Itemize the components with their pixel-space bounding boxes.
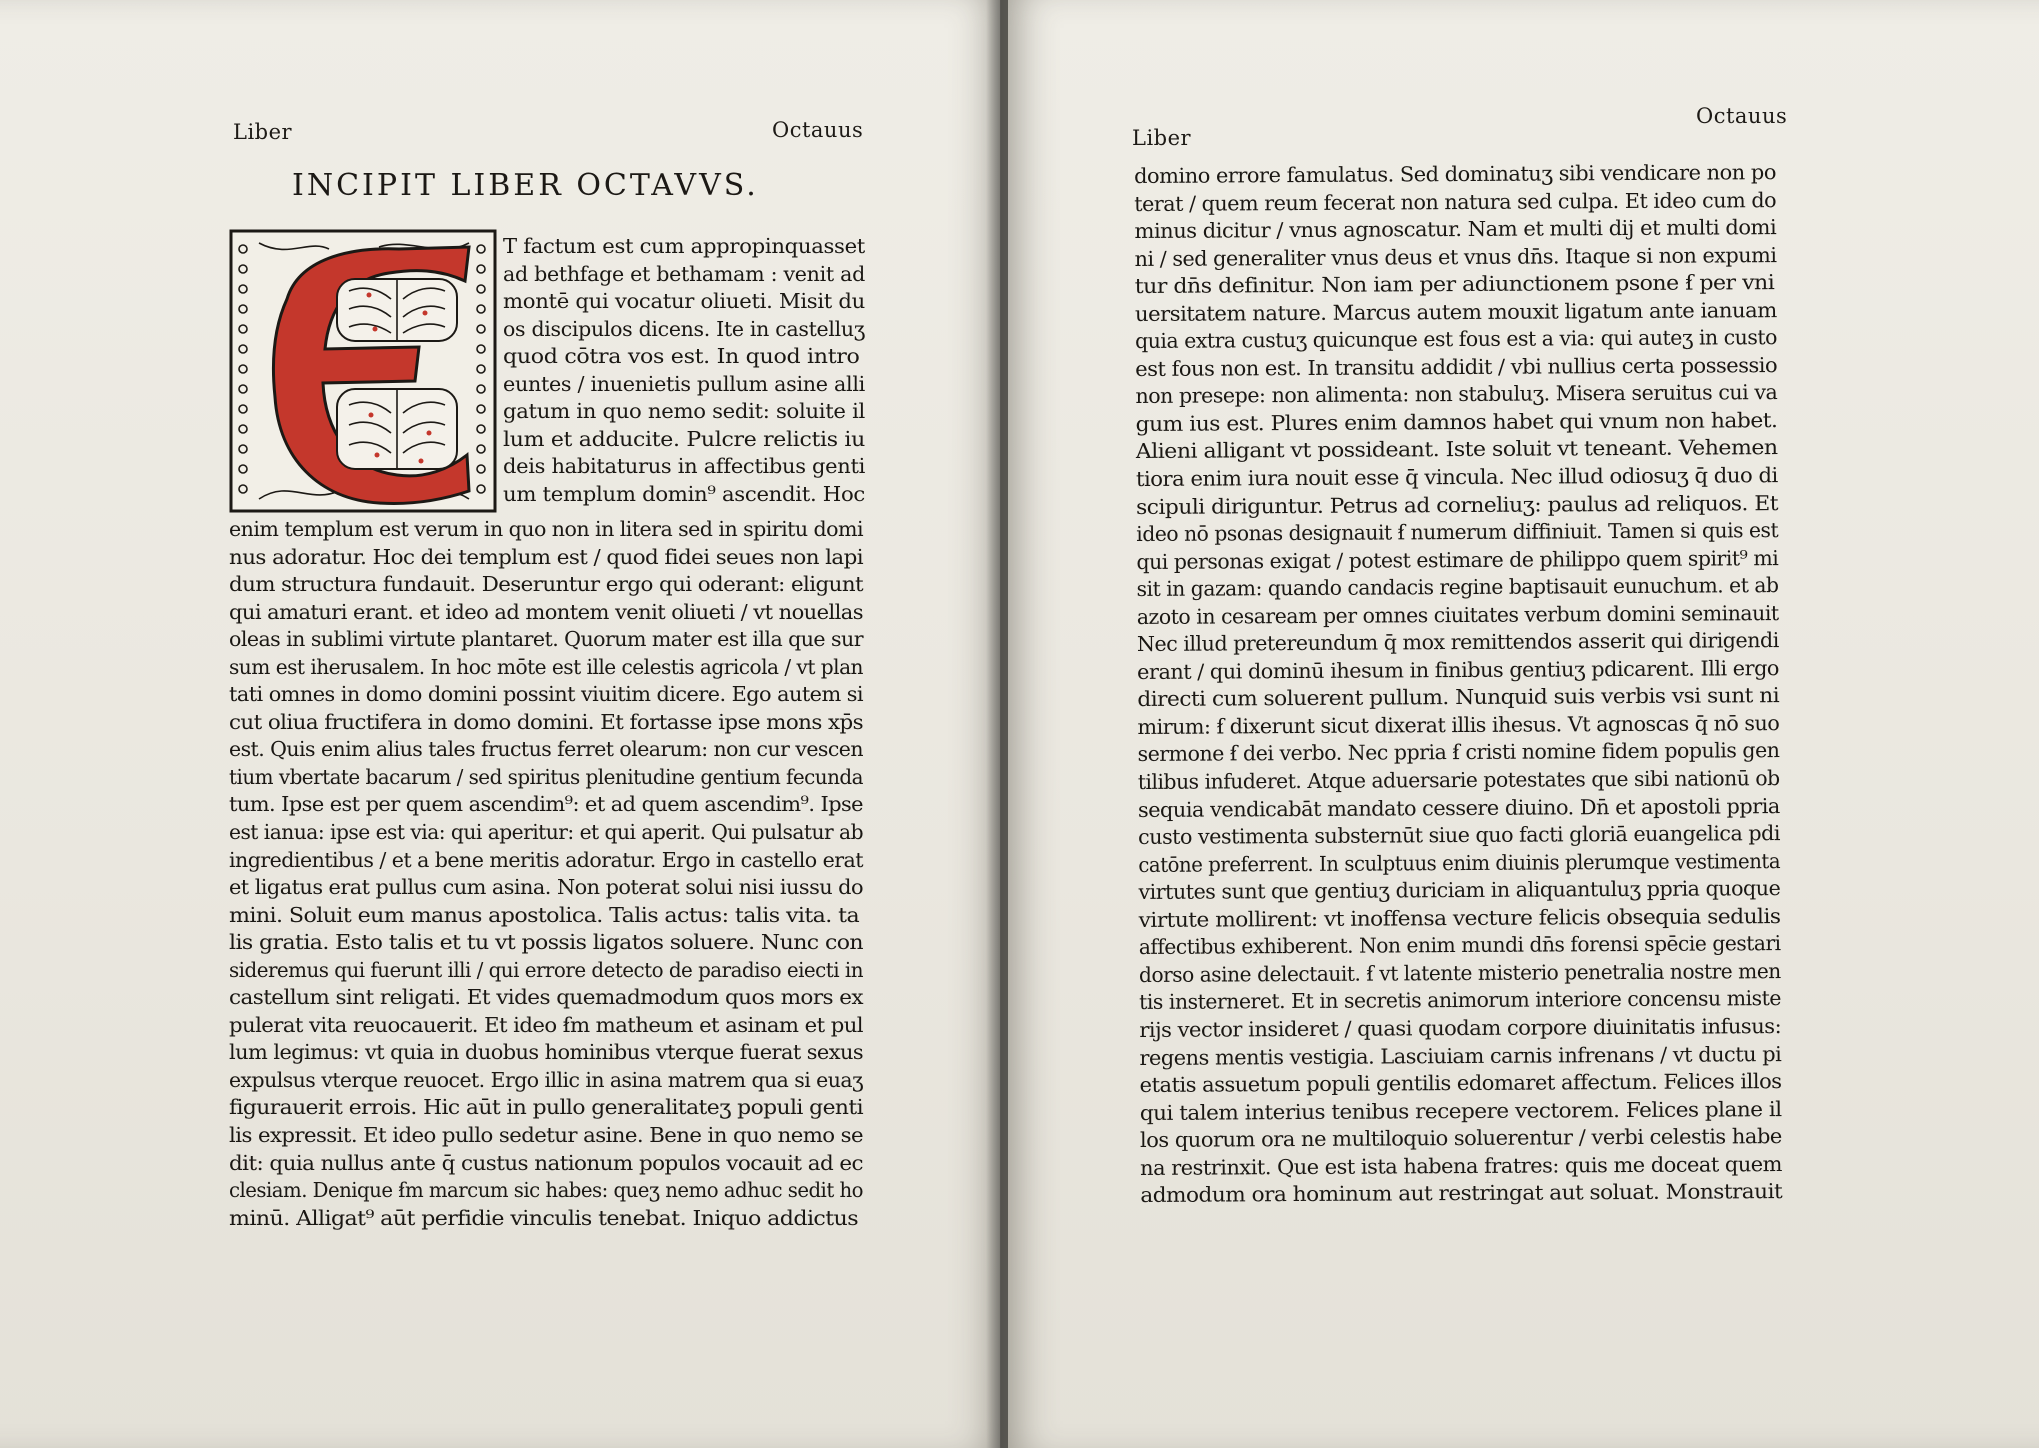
text-line: oleas in sublimi virtute plantaret. Quorum mater est illa que sur xyxy=(229,627,863,652)
text-line: est. Quis enim alius tales fructus ferret olearum: non cur vescen xyxy=(229,737,863,762)
text-line: sermone ẜ dei verbo. Nec ppria ẜ cristi nomine fidem populis gen xyxy=(1137,738,1780,767)
text-line: dorso asine delectauit. ẜ vt latente misterio penetralia nostre men xyxy=(1138,958,1781,987)
text-line: los quorum ora ne multiloquio soluerentur / verbi celestis habe xyxy=(1139,1124,1782,1153)
text-line: figurauerit errois. Hic aūt in pullo generalitateʒ populi genti xyxy=(229,1095,863,1120)
text-line: mini. Soluit eum manus apostolica. Talis actus: talis vita. ta xyxy=(229,902,860,927)
text-line: na restrinxit. Que est ista habena fratres: quis me doceat quem xyxy=(1140,1151,1783,1180)
initial-e-woodcut-icon xyxy=(229,229,497,513)
text-line: pulerat vita reuocauerit. Et ideo ẜm matheum et asinam et pul xyxy=(229,1012,863,1037)
text-line: erant / qui dominū ihesum in finibus gentiuʒ pdicarent. Illi ergo xyxy=(1137,655,1780,684)
initial-text-block xyxy=(503,233,865,508)
text-line: affectibus exhiberent. Non enim mundi dn̄s forensi spēcie gestari xyxy=(1138,931,1781,960)
right-body-text xyxy=(1134,159,1807,1210)
text-line: dum structura fundauit. Deseruntur ergo qui oderant: eligunt xyxy=(229,572,863,597)
text-line: azoto in cesaream per omnes ciuitates verbum domini seminauit xyxy=(1136,600,1779,629)
left-body-text xyxy=(229,516,888,1232)
text-line: tati omnes in domo domini possint viuitim dicere. Ego autem si xyxy=(229,682,863,707)
text-line: terat / quem reum fecerat non natura sed culpa. Et ideo cum do xyxy=(1134,187,1777,216)
text-line: nus adoratur. Hoc dei templum est / quod fidei seues non lapi xyxy=(229,544,863,569)
text-line: virtutes sunt que gentiuʒ duriciam in aliquantuluʒ ppria quoque xyxy=(1138,876,1781,905)
text-line: clesiam. Denique ẜm marcum sic habes: queʒ nemo adhuc sedit ho xyxy=(229,1178,863,1203)
text-line: sit in gazam: quando candacis regine baptisauit eunuchum. et ab xyxy=(1136,573,1779,602)
text-line: est fous non est. In transitu addidit / vbi nullius certa possessio xyxy=(1135,352,1778,381)
text-line: minū. Alligat⁹ aūt perfidie vinculis tenebat. Iniquo addictus xyxy=(229,1205,858,1230)
text-line: quia extra custuʒ quicunque est fous est a via: qui auteʒ in custo xyxy=(1135,325,1777,354)
text-line: admodum ora hominum aut restringat aut soluat. Monstrauit xyxy=(1140,1179,1783,1208)
text-line: lis gratia. Esto talis et tu vt possis ligatos soluere. Nunc con xyxy=(229,930,863,955)
text-line: gum ius est. Plures enim damnos habet qui vnum non habet. xyxy=(1135,407,1778,436)
text-line: regens mentis vestigia. Lasciuiam carnis infrenans / vt ductu pi xyxy=(1139,1041,1782,1070)
text-line: ideo nō psonas designauit ẜ numerum diffiniuit. Tamen si quis est xyxy=(1136,518,1779,547)
text-line: lis expressit. Et ideo pullo sedetur asine. Bene in quo nemo se xyxy=(229,1123,863,1148)
text-line: castellum sint religati. Et vides quemadmodum quos mors ex xyxy=(229,985,863,1010)
text-line: sideremus qui fuerunt illi / qui errore detecto de paradiso eiecti in xyxy=(229,957,863,982)
right-running-head-left: Liber xyxy=(1132,126,1192,150)
text-line: enim templum est verum in quo non in litera sed in spiritu domi xyxy=(229,517,863,541)
text-line: custo vestimenta substernūt siue quo facti gloriā euangelica pdi xyxy=(1138,821,1781,850)
text-line: est ianua: ipse est via: qui aperitur: et qui aperit. Qui pulsatur ab xyxy=(229,820,863,845)
text-line: minus dicitur / vnus agnoscatur. Nam et multi dij et multi domi xyxy=(1134,215,1777,244)
text-line: os discipulos dicens. Ite in castelluʒ xyxy=(503,316,865,341)
text-line: dit: quia nullus ante q̄ custus nationum populos vocauit ad ec xyxy=(229,1150,864,1175)
text-line: expulsus vterque reuocet. Ergo illic in asina matrem qua si euaʒ xyxy=(229,1067,863,1092)
text-line: virtute mollirent: vt inoffensa vecture felicis obsequia sedulis xyxy=(1138,903,1781,932)
text-line: lum legimus: vt quia in duobus hominibus vterque fuerat sexus xyxy=(229,1040,863,1065)
right-page xyxy=(1008,0,2039,1448)
text-line: et ligatus erat pullus cum asina. Non poterat solui nisi iussu do xyxy=(229,875,863,900)
text-line: ni / sed generaliter vnus deus et vnus dn̄s. Itaque si non expumi xyxy=(1134,242,1777,271)
text-line: tur dn̄s definitur. Non iam per adiunctionem psone ẜ per vni xyxy=(1134,270,1775,299)
text-line: lum et adducite. Pulcre relictis iu xyxy=(503,426,865,451)
text-line: domino errore famulatus. Sed dominatuʒ sibi vendicare non po xyxy=(1134,160,1776,188)
text-line: T factum est cum appropinquasset xyxy=(503,234,865,258)
text-line: Alieni alligant vt possideant. Iste soluit vt teneant. Vehemen xyxy=(1135,435,1778,464)
text-line: scipuli diriguntur. Petrus ad corneliuʒ: paulus ad reliquos. Et xyxy=(1136,490,1778,519)
text-line: tis insterneret. Et in secretis animorum interiore concensu miste xyxy=(1139,986,1782,1015)
text-line: directi cum soluerent pullum. Nunquid suis verbis vsi sunt ni xyxy=(1137,683,1780,712)
text-line: qui amaturi erant. et ideo ad montem venit oliueti / vt nouellas xyxy=(229,599,863,624)
right-running-head-right: Octauus xyxy=(1696,104,1788,128)
text-line: euntes / inuenietis pullum asine alli xyxy=(503,371,865,396)
text-line: ad bethfage et bethamam : venit ad xyxy=(503,261,865,286)
text-line: tilibus infuderet. Atque aduersarie potestates que sibi nationū ob xyxy=(1137,766,1780,795)
text-line: sequia vendicabāt mandato cessere diuino. Dn̄ et apostoli ppria xyxy=(1137,793,1780,822)
decorated-initial xyxy=(229,229,497,513)
text-line: mirum: ẜ dixerunt sicut dixerat illis ihesus. Vt agnoscas q̄ nō suo xyxy=(1137,711,1780,739)
left-page xyxy=(0,0,1000,1448)
text-line: ingredientibus / et a bene meritis adoratur. Ergo in castello erat xyxy=(229,847,863,872)
text-line: qui talem interius tenibus recepere vectorem. Felices plane il xyxy=(1139,1096,1782,1125)
text-line: montē qui vocatur oliueti. Misit du xyxy=(503,289,865,314)
text-line: Nec illud pretereundum q̄ mox remittendos asserit qui dirigendi xyxy=(1136,628,1779,657)
text-line: catōne preferrent. In sculptuus enim diuinis plerumque vestimenta xyxy=(1138,848,1781,877)
text-line: uersitatem nature. Marcus autem mouxit ligatum ante ianuam xyxy=(1134,297,1777,326)
text-line: quod cōtra vos est. In quod intro xyxy=(503,344,860,369)
text-line: tum. Ipse est per quem ascendim⁹: et ad quem ascendim⁹. Ipse xyxy=(229,792,863,817)
text-line: tium vbertate bacarum / sed spiritus plenitudine gentium fecunda xyxy=(229,764,863,789)
text-line: cut oliua fructifera in domo domini. Et fortasse ipse mons xp̄s xyxy=(229,709,863,734)
chapter-title: INCIPIT LIBER OCTAVVS. xyxy=(292,168,759,203)
left-running-head-right: Octauus xyxy=(772,118,864,142)
text-line: um templum domin⁹ ascendit. Hoc xyxy=(503,481,865,506)
text-line: deis habitaturus in affectibus genti xyxy=(503,454,865,479)
text-line: non presepe: non alimenta: non stabuluʒ. Misera seruitus cui va xyxy=(1135,380,1778,409)
text-line: gatum in quo nemo sedit: soluite il xyxy=(503,399,865,424)
text-line: qui personas exigat / potest estimare de philippo quem spirit⁹ mi xyxy=(1136,545,1779,574)
left-running-head-left: Liber xyxy=(233,120,293,144)
text-line: sum est iherusalem. In hoc mōte est ille celestis agricola / vt plan xyxy=(229,654,863,679)
text-line: rijs vector insideret / quasi quodam corpore diuinitatis infusus: xyxy=(1139,1014,1782,1042)
text-line: etatis assuetum populi gentilis edomaret affectum. Felices illos xyxy=(1139,1069,1782,1098)
text-line: tiora enim iura nouit esse q̄ vincula. Nec illud odiosuʒ q̄ duo di xyxy=(1135,463,1778,492)
